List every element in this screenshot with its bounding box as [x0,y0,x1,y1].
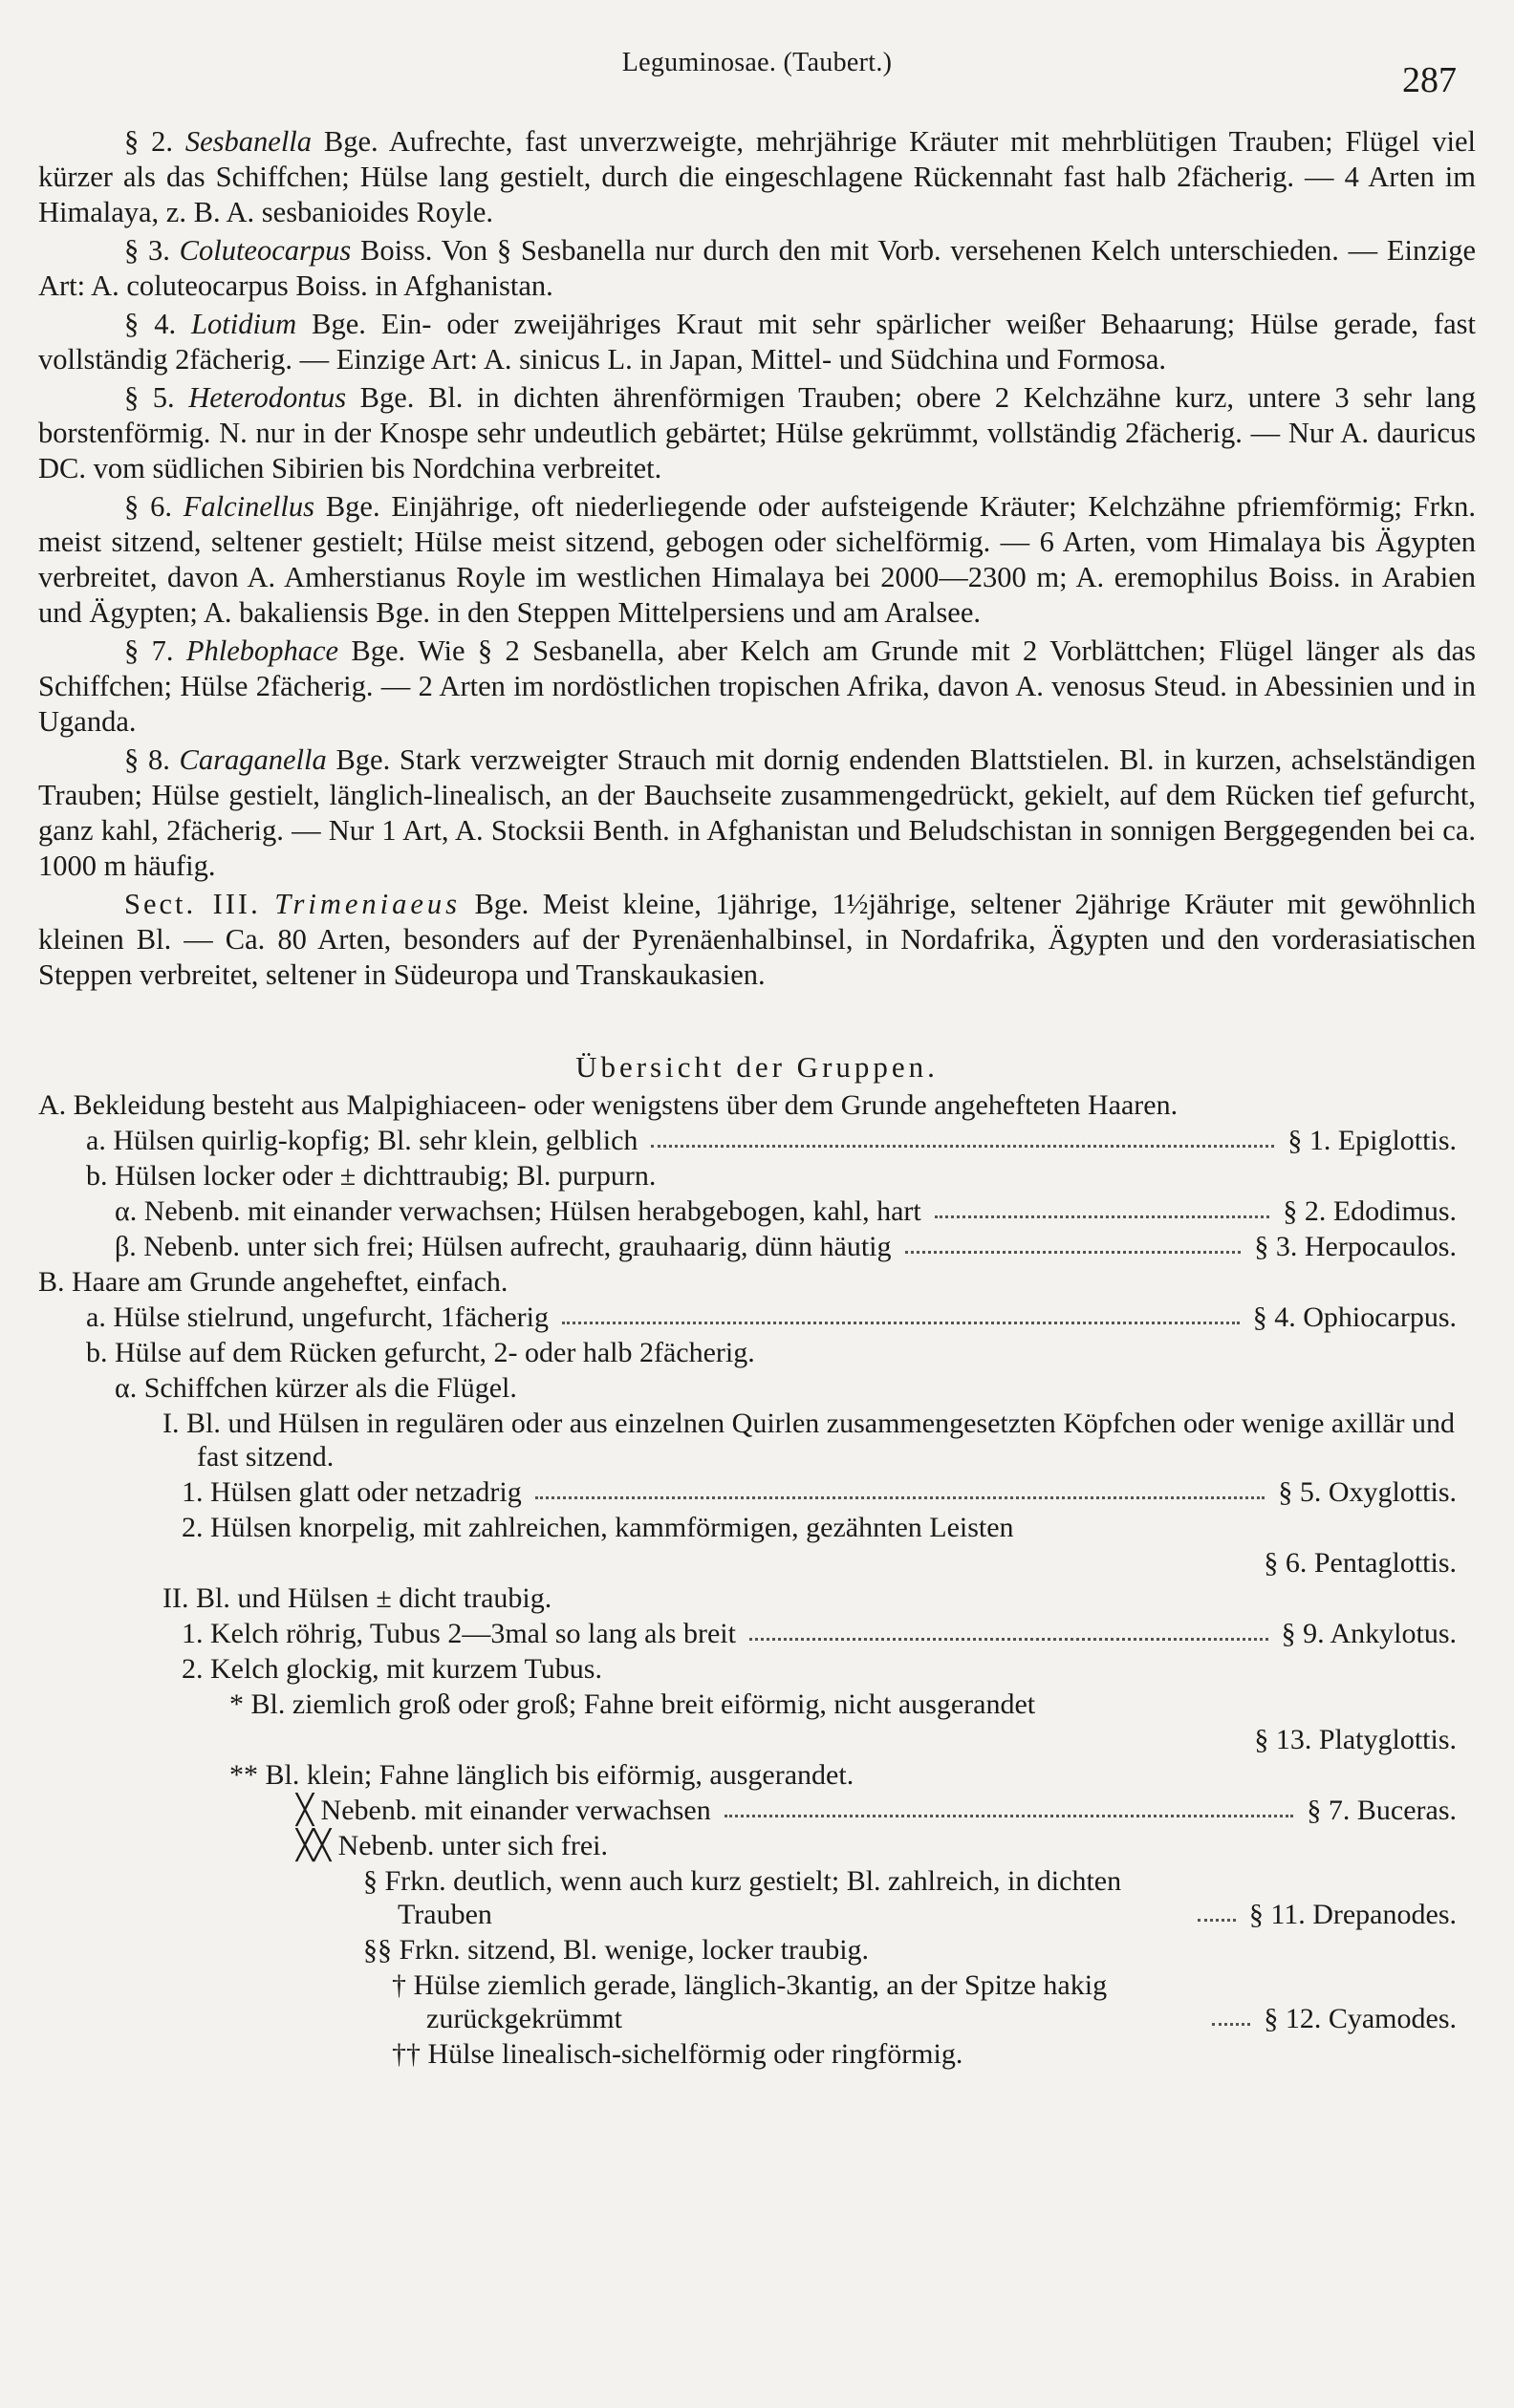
key-line-text: II. Bl. und Hülsen ± dicht traubig. [162,1582,552,1614]
key-line [38,1581,1476,1615]
paragraph [38,233,1476,304]
key-line-text: B. Haare am Grunde angeheftet, einfach. [38,1266,508,1298]
paragraph-text: Bge. Einjährige, oft niederliegende oder aufsteigende Kräuter; Kelchzähne pfriemförmig; Frkn. meist sitzend, seltener gestielt; Hülse meist sitzend, gebogen oder sichelförmig. — 6 Arten, vom Himalaya bis Ägypten verbreitet, davon A. Amherstianus Royle im westlichen Himalaya bei 2000—2300 m; A. eremophilus Boiss. in Arabien und Ägypten; A. bakaliensis Bge. in den Steppen Mittelpersiens und am Aralsee. [38,490,1476,629]
section-name: Sesbanella [184,125,313,158]
key-result: § 7. Buceras. [1307,1795,1457,1826]
section-number: § 2. [124,125,173,158]
key-line-text: ╳ Nebenb. mit einander verwachsen [296,1795,711,1826]
key-result: § 3. Herpocaulos. [1254,1231,1457,1262]
page-header [38,38,1476,105]
key-line-text: §§ Frkn. sitzend, Bl. wenige, locker traubig. [363,1934,870,1966]
leader-dots [725,1815,1294,1817]
key-line [38,1336,1476,1369]
leader-dots [935,1215,1270,1218]
key-line [38,1758,1476,1792]
key-line-text: b. Hülse auf dem Rücken gefurcht, 2- oder halb 2fächerig. [86,1337,755,1368]
key-line-text: § Frkn. deutlich, wenn auch kurz gestielt; Bl. zahlreich, in dichten Trauben [363,1865,1122,1930]
key-line [38,1194,1476,1228]
key-line-text: α. Schiffchen kürzer als die Flügel. [115,1372,517,1404]
key-result: § 4. Ophiocarpus. [1252,1301,1457,1333]
key-result: § 9. Ankylotus. [1281,1618,1457,1649]
key-line [38,1829,1476,1862]
key-result: § 11. Drepanodes. [1248,1899,1457,1930]
key-result: § 13. Platyglottis. [1254,1724,1457,1755]
running-title: Leguminosae. (Taubert.) [621,48,893,77]
key-line-text: A. Bekleidung besteht aus Malpighiaceen- oder wenigstens über dem Grunde angehefteten Haaren. [38,1089,1179,1121]
section-name: Coluteocarpus [179,234,352,267]
section-name: Lotidium [191,308,297,340]
key-line [38,1688,1476,1721]
key-line-text: b. Hülsen locker oder ± dichttraubig; Bl. purpurn. [86,1160,657,1192]
key-line [38,1301,1476,1334]
key-line [38,1230,1476,1263]
paragraph [38,307,1476,377]
section-number: § 4. [124,308,177,340]
key-line-text: 2. Hülsen knorpelig, mit zahlreichen, kammförmigen, gezähnten Leisten [182,1512,1014,1543]
leader-dots [1212,2023,1250,2026]
leader-dots [1198,1919,1236,1922]
key-line [38,1159,1476,1193]
overview-title: Übersicht der Gruppen. [575,1050,939,1084]
key-result: § 1. Epiglottis. [1287,1125,1457,1156]
leader-dots [905,1251,1242,1254]
key-line-text: * Bl. ziemlich groß oder groß; Fahne breit eiförmig, nicht ausgerandet [229,1688,1036,1720]
key-line [38,2037,1476,2071]
key-line [38,1652,1476,1686]
key-line [38,1968,1476,2035]
paragraph-text: Bge. Stark verzweigter Strauch mit dornig endenden Blattstielen. Bl. in kurzen, achselständigen Trauben; Hülse gestielt, länglich-linealisch, an der Bauchseite zusammengedrückt, gekielt, auf dem Rücken tief gefurcht, ganz kahl, 2fächerig. — Nur 1 Art, A. Stocksii Benth. in Afghanistan und Beludschistan in sonnigen Berggegenden bei ca. 1000 m häufig. [38,743,1476,882]
key-line-text: a. Hülse stielrund, ungefurcht, 1fächerig [86,1301,549,1333]
key-result: § 6. Pentaglottis. [1264,1547,1457,1579]
key-line [38,1265,1476,1299]
key-line-text: ** Bl. klein; Fahne länglich bis eiförmig, ausgerandet. [229,1759,854,1791]
paragraph-text: Bge. Ein- oder zweijähriges Kraut mit sehr spärlicher weißer Behaarung; Hülse gerade, fast vollständig 2fächerig. — Einzige Art: A. sinicus L. in Japan, Mittel- und Südchina und Formosa. [38,308,1476,376]
paragraph [38,742,1476,884]
body-text [38,124,1476,993]
key-line-text: α. Nebenb. mit einander verwachsen; Hülsen herabgebogen, kahl, hart [115,1195,921,1227]
key-line [38,1794,1476,1827]
key-line-text: 2. Kelch glockig, mit kurzem Tubus. [182,1653,602,1685]
section-number: § 6. [124,490,172,523]
paragraph-text: Bge. Meist kleine, 1jährige, 1½jährige, seltener 2jährige Kräuter mit gewöhnlich kleinen Bl. — Ca. 80 Arten, besonders auf der Pyrenäenhalbinsel, in Nordafrika, Ägypten und den vorderasiatischen Steppen verbreitet, seltener in Südeuropa und Transkaukasien. [38,888,1477,991]
section-name: Trimeniaeus [274,888,462,920]
leader-dots [535,1496,1265,1499]
key-line-text: †† Hülse linealisch-sichelförmig oder ringförmig. [392,2038,963,2070]
page-number: 287 [1402,60,1457,100]
key-line [38,1864,1476,1931]
paragraph-text: Bge. Bl. in dichten ährenförmigen Trauben; obere 2 Kelchzähne kurz, untere 3 sehr lang borstenförmig. N. nur in der Knospe sehr undeutlich gebärtet; Hülse gekrümmt, vollständig 2fächerig. — Nur A. dauricus DC. vom südlichen Sibirien bis Nordchina verbreitet. [38,381,1476,484]
identification-key [38,1088,1476,2071]
paragraph [38,380,1476,486]
key-line [38,1088,1476,1122]
paragraph [38,124,1476,230]
leader-dots [651,1145,1274,1148]
paragraph-text: Bge. Wie § 2 Sesbanella, aber Kelch am Grunde mit 2 Vorblättchen; Flügel länger als das Schiffchen; Hülse 2fächerig. — 2 Arten im nordöstlichen tropischen Afrika, davon A. venosus Steud. in Abessinien und in Uganda. [38,634,1476,738]
key-line [38,1124,1476,1157]
paragraph-text: Bge. Aufrechte, fast unverzweigte, mehrjährige Kräuter mit mehrblütigen Trauben; Flügel viel kürzer als das Schiffchen; Hülse lang gestielt, durch die eingeschlagene Rückennaht fast halb 2fächerig. — 4 Arten im Himalaya, z. B. A. sesbanioides Royle. [38,125,1477,228]
section-number: § 8. [124,743,170,776]
section-number: § 3. [124,234,170,267]
section-number: § 5. [124,381,175,414]
key-result: § 5. Oxyglottis. [1278,1476,1457,1508]
key-line-text: 1. Hülsen glatt oder netzadrig [182,1476,522,1508]
key-line-text: a. Hülsen quirlig-kopfig; Bl. sehr klein, gelblich [86,1125,638,1156]
key-line-text: I. Bl. und Hülsen in regulären oder aus einzelnen Quirlen zusammengesetzten Köpfchen oder wenige axillär und fast sitzend. [162,1408,1456,1473]
paragraph-text: Boiss. Von § Sesbanella nur durch den mit Vorb. versehenen Kelch unterschieden. — Einzige Art: A. coluteocarpus Boiss. in Afghanistan. [38,234,1477,302]
section-name: Phlebophace [185,634,339,667]
key-line-text: 1. Kelch röhrig, Tubus 2—3mal so lang als breit [182,1618,736,1649]
leader-dots [562,1322,1240,1324]
key-line [38,1371,1476,1405]
leader-dots [749,1638,1268,1641]
key-line [38,1511,1476,1544]
section-heading: Sect. III. [124,888,261,920]
key-line [38,1407,1476,1473]
key-line [38,1933,1476,1967]
key-line [38,1475,1476,1509]
paragraph [38,634,1476,740]
section-name: Caraganella [179,743,327,776]
section-name: Heterodontus [188,381,347,414]
key-line-text: † Hülse ziemlich gerade, länglich-3kantig, an der Spitze hakig zurückgekrümmt [392,1969,1108,2034]
key-result: § 12. Cyamodes. [1264,2003,1457,2034]
paragraph [38,489,1476,631]
key-result: § 2. Edodimus. [1283,1195,1457,1227]
section-number: § 7. [124,634,174,667]
key-line-text: β. Nebenb. unter sich frei; Hülsen aufrecht, grauhaarig, dünn häutig [115,1231,892,1262]
key-line [38,1617,1476,1650]
key-line-text: ╳╳ Nebenb. unter sich frei. [296,1830,609,1861]
section-name: Falcinellus [183,490,315,523]
section-paragraph [38,887,1476,993]
